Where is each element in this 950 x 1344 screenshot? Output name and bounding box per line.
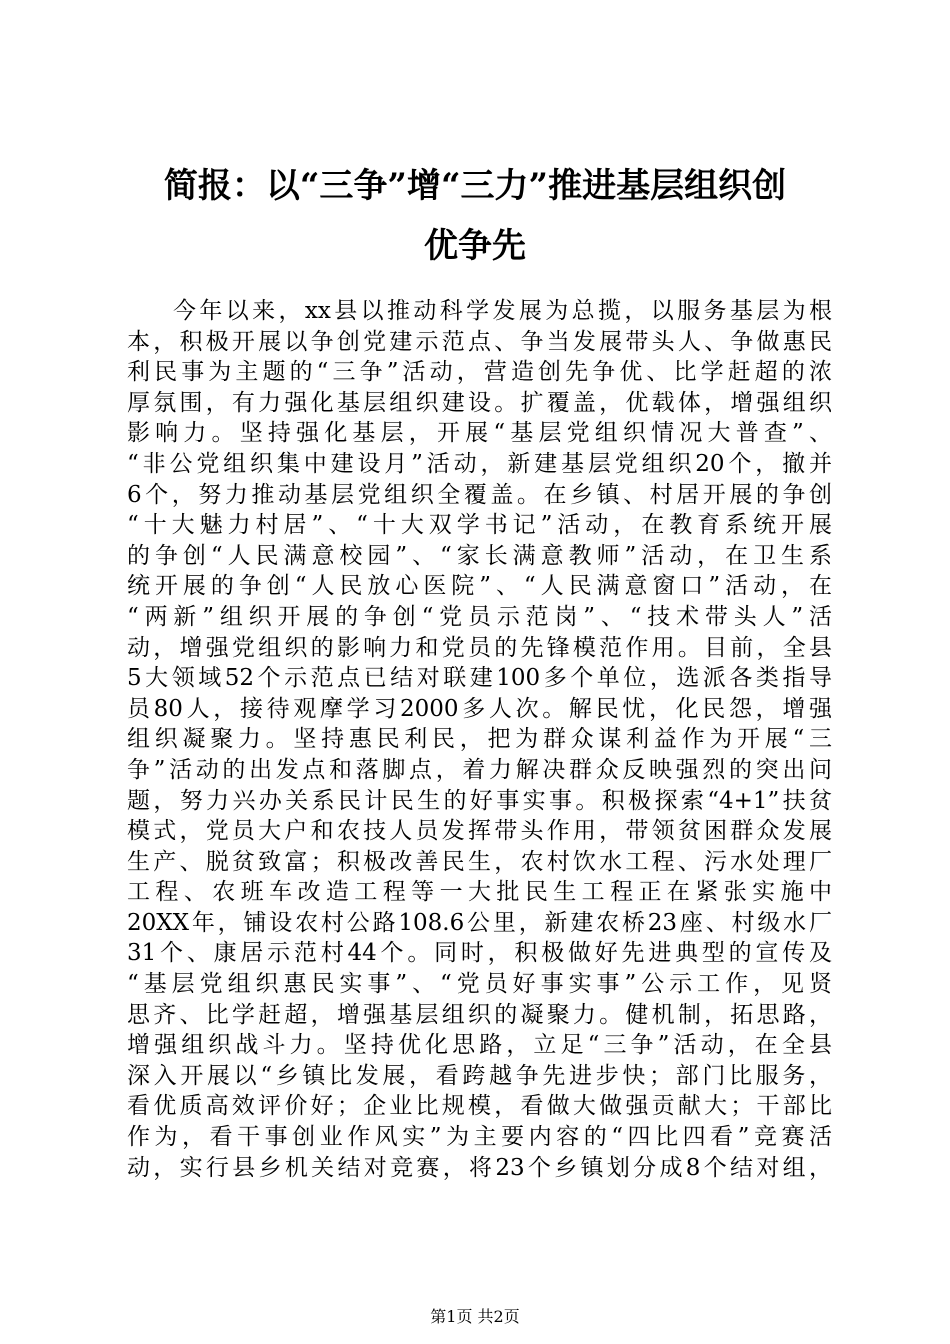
body-line: 20XX年，铺设农村公路108.6公里，新建农桥23座、村级水厂 xyxy=(127,909,832,936)
body-line: 看优质高效评价好；企业比规模，看做大做强贡献大；干部比 xyxy=(127,1093,832,1120)
title-line-1: 简报：以“三争”增“三力”推进基层组织创 xyxy=(163,166,787,206)
body-line: 5大领域52个示范点已结对联建100多个单位，选派各类指导 xyxy=(127,665,832,692)
body-line: 模式，党员大户和农技人员发挥带头作用，带领贫困群众发展 xyxy=(127,818,832,845)
body-line: 争”活动的出发点和落脚点，着力解决群众反映强烈的突出问 xyxy=(127,756,832,783)
body-line: 员80人，接待观摩学习2000多人次。解民忧，化民怨，增强 xyxy=(127,695,832,722)
body-line: 增强组织战斗力。坚持优化思路，立足“三争”活动，在全县 xyxy=(127,1032,832,1059)
body-line: 影响力。坚持强化基层，开展“基层党组织情况大普查”、 xyxy=(127,420,832,447)
body-line: 厚氛围，有力强化基层组织建设。扩覆盖，优载体，增强组织 xyxy=(127,389,832,416)
body-line: 思齐、比学赶超，增强基层组织的凝聚力。健机制，拓思路， xyxy=(127,1001,832,1028)
body-line: “基层党组织惠民实事”、“党员好事实事”公示工作，见贤 xyxy=(127,971,832,998)
body-line: 组织凝聚力。坚持惠民利民，把为群众谋利益作为开展“三 xyxy=(127,726,832,753)
document-body xyxy=(127,296,832,1183)
body-line: 6个，努力推动基层党组织全覆盖。在乡镇、村居开展的争创 xyxy=(127,481,832,508)
body-line: 动，增强党组织的影响力和党员的先锋模范作用。目前，全县 xyxy=(127,634,832,661)
body-line: 生产、脱贫致富；积极改善民生，农村饮水工程、污水处理厂 xyxy=(127,848,832,875)
body-line: 统开展的争创“人民放心医院”、“人民满意窗口”活动，在 xyxy=(127,573,832,600)
body-line: 工程、农班车改造工程等一大批民生工程正在紧张实施中 xyxy=(127,879,832,906)
body-line: 动，实行县乡机关结对竞赛，将23个乡镇划分成8个结对组， xyxy=(127,1154,832,1181)
body-line: 的争创“人民满意校园”、“家长满意教师”活动，在卫生系 xyxy=(127,542,832,569)
body-line: 题，努力兴办关系民计民生的好事实事。积极探索“4+1”扶贫 xyxy=(127,787,832,814)
title-line-2: 优争先 xyxy=(424,226,526,266)
page-footer: 第1页 共2页 xyxy=(430,1307,520,1326)
body-line: “十大魅力村居”、“十大双学书记”活动，在教育系统开展 xyxy=(127,512,832,539)
body-line: 作为，看干事创业作风实”为主要内容的“四比四看”竞赛活 xyxy=(127,1124,832,1151)
document-title xyxy=(100,156,850,276)
body-line: 31个、康居示范村44个。同时，积极做好先进典型的宣传及 xyxy=(127,940,832,967)
body-line: 利民事为主题的“三争”活动，营造创先争优、比学赶超的浓 xyxy=(127,359,832,386)
body-line: 深入开展以“乡镇比发展，看跨越争先进步快；部门比服务， xyxy=(127,1062,832,1089)
body-line: “非公党组织集中建设月”活动，新建基层党组织20个，撤并 xyxy=(127,450,832,477)
body-line: “两新”组织开展的争创“党员示范岗”、“技术带头人”活 xyxy=(127,603,832,630)
body-line: 本，积极开展以争创党建示范点、争当发展带头人、争做惠民 xyxy=(127,328,832,355)
body-line: 今年以来，xx县以推动科学发展为总揽，以服务基层为根 xyxy=(173,298,832,324)
